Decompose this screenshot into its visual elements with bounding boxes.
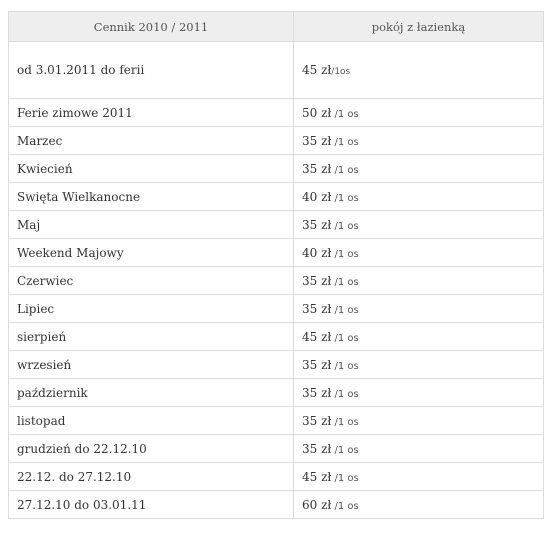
table-row — [9, 239, 544, 267]
period-cell: grudzień do 22.12.10 — [9, 435, 294, 463]
table-row — [9, 351, 544, 379]
price-cell — [294, 99, 544, 127]
table-row — [9, 323, 544, 351]
period-cell: Weekend Majowy — [9, 239, 294, 267]
price-unit: /1 os — [331, 444, 359, 456]
period-cell: Maj — [9, 211, 294, 239]
period-cell: październik — [9, 379, 294, 407]
table-row — [9, 42, 544, 99]
price-amount: 35 zł — [302, 217, 332, 232]
price-cell — [294, 379, 544, 407]
price-amount: 35 zł — [302, 357, 332, 372]
table-row — [9, 211, 544, 239]
period-cell: Marzec — [9, 127, 294, 155]
price-cell — [294, 127, 544, 155]
price-amount: 35 zł — [302, 133, 332, 148]
header-room-with-bathroom: pokój z łazienką — [294, 12, 544, 42]
price-unit: /1 os — [331, 108, 359, 120]
period-cell: Ferie zimowe 2011 — [9, 99, 294, 127]
price-amount: 60 zł — [302, 497, 332, 512]
price-unit: /1 os — [331, 192, 359, 204]
price-unit: /1 os — [331, 276, 359, 288]
price-amount: 40 zł — [302, 245, 332, 260]
period-cell: 22.12. do 27.12.10 — [9, 463, 294, 491]
table-row — [9, 435, 544, 463]
price-unit: /1 os — [331, 332, 359, 344]
price-cell — [294, 351, 544, 379]
price-cell — [294, 491, 544, 519]
price-cell — [294, 323, 544, 351]
price-cell — [294, 267, 544, 295]
period-cell: 27.12.10 do 03.01.11 — [9, 491, 294, 519]
table-row — [9, 267, 544, 295]
price-cell — [294, 435, 544, 463]
price-amount: 35 zł — [302, 301, 332, 316]
price-cell — [294, 155, 544, 183]
price-unit: /1 os — [331, 360, 359, 372]
table-row — [9, 183, 544, 211]
price-cell — [294, 463, 544, 491]
period-cell: od 3.01.2011 do ferii — [9, 42, 294, 99]
price-unit: /1 os — [331, 500, 359, 512]
period-cell: listopad — [9, 407, 294, 435]
price-unit: /1 os — [331, 164, 359, 176]
table-row — [9, 407, 544, 435]
period-cell: sierpień — [9, 323, 294, 351]
price-amount: 45 zł — [302, 469, 332, 484]
price-unit: /1 os — [331, 220, 359, 232]
price-unit: /1 os — [331, 304, 359, 316]
price-cell — [294, 183, 544, 211]
table-row — [9, 155, 544, 183]
price-unit: /1 os — [331, 416, 359, 428]
price-amount: 35 zł — [302, 441, 332, 456]
table-row — [9, 463, 544, 491]
price-amount: 35 zł — [302, 161, 332, 176]
price-unit: /1 os — [331, 388, 359, 400]
price-cell — [294, 211, 544, 239]
period-cell: Kwiecień — [9, 155, 294, 183]
header-season: Cennik 2010 / 2011 — [9, 12, 294, 42]
price-amount: 50 zł — [302, 105, 332, 120]
price-unit: /1 os — [331, 248, 359, 260]
period-cell: wrzesień — [9, 351, 294, 379]
table-row — [9, 491, 544, 519]
price-cell — [294, 42, 544, 99]
price-amount: 40 zł — [302, 189, 332, 204]
price-amount: 35 zł — [302, 413, 332, 428]
price-list-table — [8, 11, 544, 519]
table-row — [9, 295, 544, 323]
table-header-row — [9, 12, 544, 42]
price-amount: 35 zł — [302, 273, 332, 288]
price-cell — [294, 295, 544, 323]
price-amount: 45 zł — [302, 329, 332, 344]
price-cell — [294, 407, 544, 435]
price-unit: /1 os — [331, 136, 359, 148]
table-row — [9, 127, 544, 155]
period-cell: Czerwiec — [9, 267, 294, 295]
price-unit: /1 os — [331, 472, 359, 484]
table-row — [9, 379, 544, 407]
price-cell — [294, 239, 544, 267]
period-cell: Swięta Wielkanocne — [9, 183, 294, 211]
price-unit: /1os — [331, 67, 351, 77]
period-cell: Lipiec — [9, 295, 294, 323]
price-amount: 45 zł — [302, 63, 332, 77]
price-amount: 35 zł — [302, 385, 332, 400]
table-row — [9, 99, 544, 127]
